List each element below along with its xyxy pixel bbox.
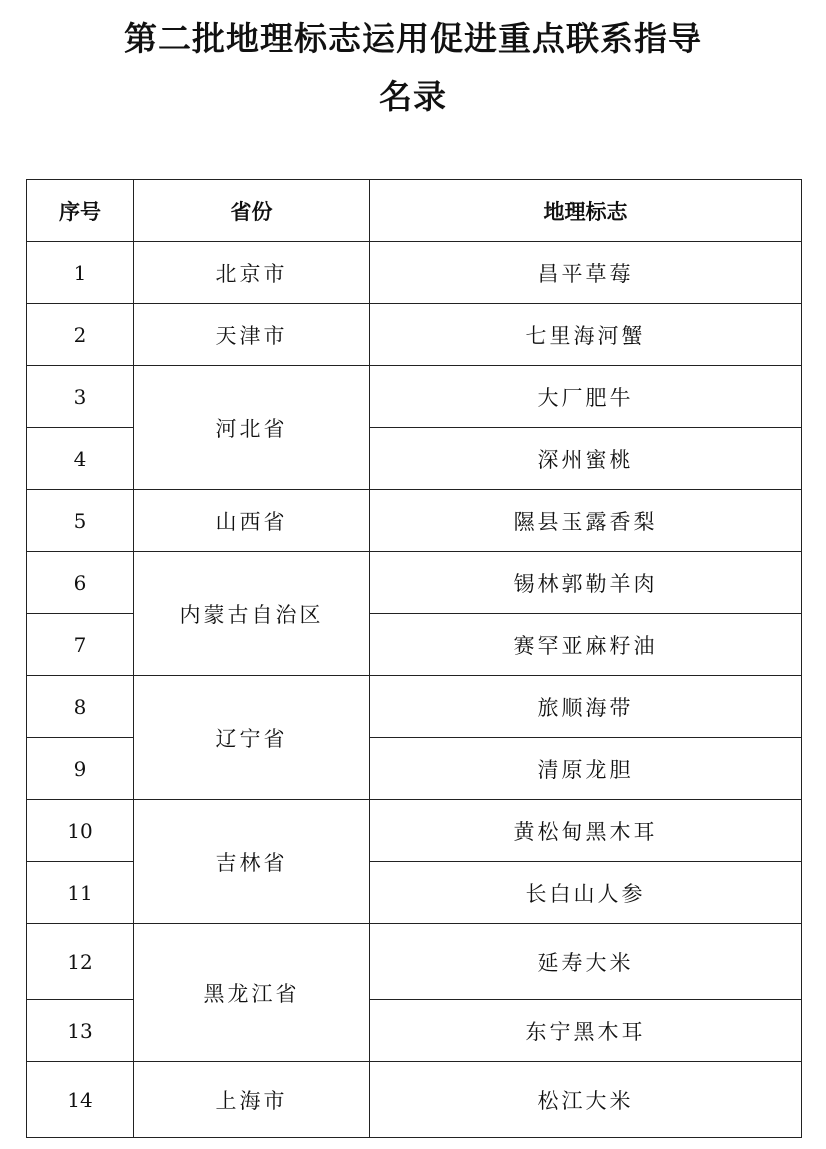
gi-name-cell: 锡林郭勒羊肉 xyxy=(370,552,802,614)
table-row xyxy=(27,552,802,614)
row-number: 1 xyxy=(27,242,134,304)
table-row xyxy=(27,676,802,738)
row-number: 4 xyxy=(27,428,134,490)
gi-name-cell: 长白山人参 xyxy=(370,862,802,924)
row-number: 11 xyxy=(27,862,134,924)
province-cell: 上海市 xyxy=(134,1062,370,1138)
gi-name-cell: 松江大米 xyxy=(370,1062,802,1138)
row-number: 6 xyxy=(27,552,134,614)
header-geographical-indication: 地理标志 xyxy=(370,180,802,242)
gi-name-cell: 深州蜜桃 xyxy=(370,428,802,490)
province-cell: 辽宁省 xyxy=(134,676,370,800)
row-number: 7 xyxy=(27,614,134,676)
table-row xyxy=(27,366,802,428)
province-cell: 天津市 xyxy=(134,304,370,366)
gi-name-cell: 东宁黑木耳 xyxy=(370,1000,802,1062)
table-row xyxy=(27,242,802,304)
document-title-line-2: 名录 xyxy=(379,77,447,116)
row-number: 12 xyxy=(27,924,134,1000)
row-number: 2 xyxy=(27,304,134,366)
gi-name-cell: 清原龙胆 xyxy=(370,738,802,800)
province-cell: 内蒙古自治区 xyxy=(134,552,370,676)
table-row xyxy=(27,490,802,552)
gi-name-cell: 隰县玉露香梨 xyxy=(370,490,802,552)
table-row xyxy=(27,304,802,366)
header-serial-number: 序号 xyxy=(27,180,134,242)
row-number: 5 xyxy=(27,490,134,552)
geographical-indication-table xyxy=(26,179,802,1138)
province-cell: 北京市 xyxy=(134,242,370,304)
gi-name-cell: 大厂肥牛 xyxy=(370,366,802,428)
gi-name-cell: 昌平草莓 xyxy=(370,242,802,304)
gi-name-cell: 黄松甸黑木耳 xyxy=(370,800,802,862)
table-row xyxy=(27,1062,802,1138)
header-province: 省份 xyxy=(134,180,370,242)
row-number: 10 xyxy=(27,800,134,862)
row-number: 3 xyxy=(27,366,134,428)
province-cell: 吉林省 xyxy=(134,800,370,924)
province-cell: 黑龙江省 xyxy=(134,924,370,1062)
gi-name-cell: 旅顺海带 xyxy=(370,676,802,738)
row-number: 14 xyxy=(27,1062,134,1138)
table-header-row xyxy=(27,180,802,242)
gi-name-cell: 七里海河蟹 xyxy=(370,304,802,366)
gi-name-cell: 赛罕亚麻籽油 xyxy=(370,614,802,676)
gi-name-cell: 延寿大米 xyxy=(370,924,802,1000)
document-title-line-1: 第二批地理标志运用促进重点联系指导 xyxy=(124,19,702,58)
row-number: 9 xyxy=(27,738,134,800)
row-number: 8 xyxy=(27,676,134,738)
table-row xyxy=(27,800,802,862)
row-number: 13 xyxy=(27,1000,134,1062)
province-cell: 山西省 xyxy=(134,490,370,552)
table-row xyxy=(27,924,802,1000)
province-cell: 河北省 xyxy=(134,366,370,490)
